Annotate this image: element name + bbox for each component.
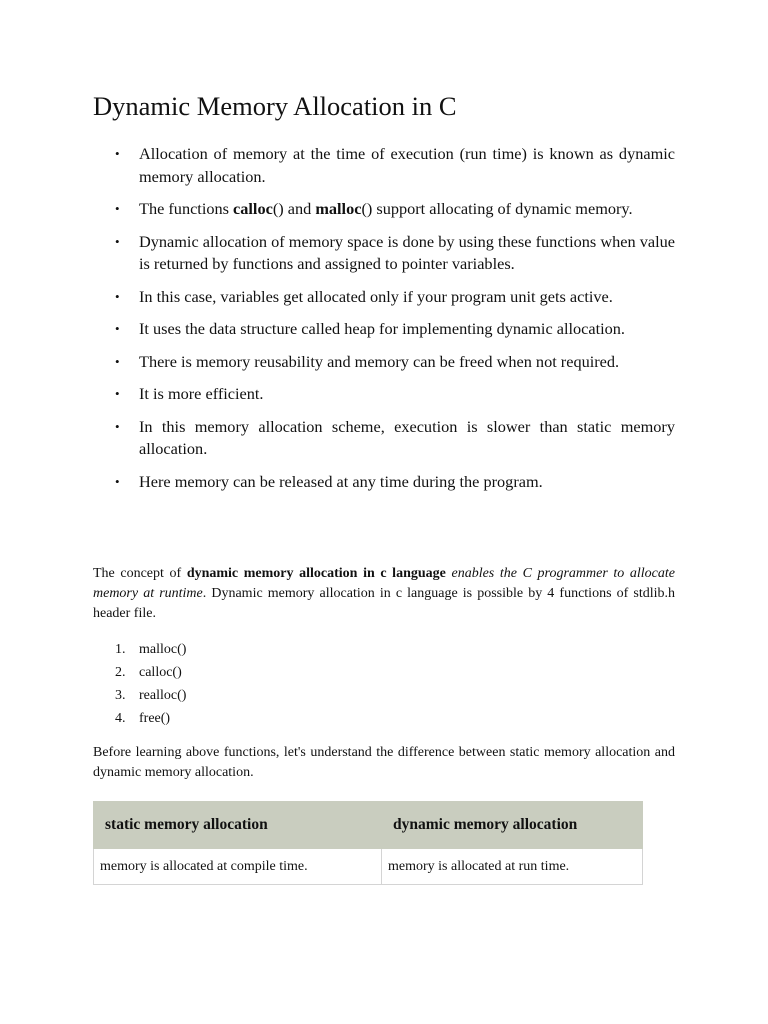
functions-list — [93, 638, 186, 730]
bullet-icon: • — [115, 146, 120, 161]
bullet-icon: • — [115, 353, 120, 369]
bullet-icon: • — [115, 233, 120, 249]
page-title: Dynamic Memory Allocation in C — [93, 91, 457, 121]
list-item: • Allocation of memory at the time of execution (run time) is known as dynamic memory allocation. — [115, 144, 675, 186]
bullet-list — [93, 143, 675, 503]
bullet-icon: • — [115, 321, 120, 336]
table-header-cell: dynamic memory allocation — [382, 802, 643, 849]
concept-paragraph: The concept of dynamic memory allocation in c language enables the C programmer to allocate memory at runtime. Dynamic memory allocation in c language is possible by 4 functions of stdlib.h header file. — [93, 566, 676, 621]
bullet-icon: • — [115, 288, 120, 304]
list-item: 3. realloc() — [115, 688, 187, 703]
table-row — [94, 849, 643, 885]
bullet-icon: • — [115, 201, 120, 216]
comparison-table — [93, 801, 643, 885]
table-header-cell: static memory allocation — [94, 802, 382, 849]
bullet-icon: • — [115, 473, 120, 489]
list-item: • It is more efficient. — [93, 383, 675, 406]
table-header-row — [94, 802, 643, 849]
table-cell: memory is allocated at compile time. — [94, 849, 382, 885]
table-cell: memory is allocated at run time. — [382, 849, 643, 885]
list-item: • Here memory can be released at any time during the program. — [93, 471, 675, 494]
intro-paragraph: Before learning above functions, let's understand the difference between static memory allocation and dynamic memory allocation. — [93, 745, 675, 780]
bullet-icon: • — [115, 418, 120, 434]
list-item: • The functions calloc() and malloc() support allocating of dynamic memory. — [93, 198, 675, 221]
list-item: 1. malloc() — [115, 642, 187, 657]
list-item: 4. free() — [115, 711, 171, 726]
list-item: • There is memory reusability and memory can be freed when not required. — [93, 351, 675, 374]
list-item: • It uses the data structure called heap for implementing dynamic allocation. — [93, 318, 675, 341]
list-item: • In this case, variables get allocated only if your program unit gets active. — [93, 286, 675, 309]
list-item: • Dynamic allocation of memory space is done by using these functions when value is returned by functions and assigned to pointer variables. — [115, 231, 675, 273]
bullet-icon: • — [115, 386, 120, 401]
list-item: • In this memory allocation scheme, execution is slower than static memory allocation. — [115, 416, 675, 458]
list-item: 2. calloc() — [115, 665, 182, 680]
